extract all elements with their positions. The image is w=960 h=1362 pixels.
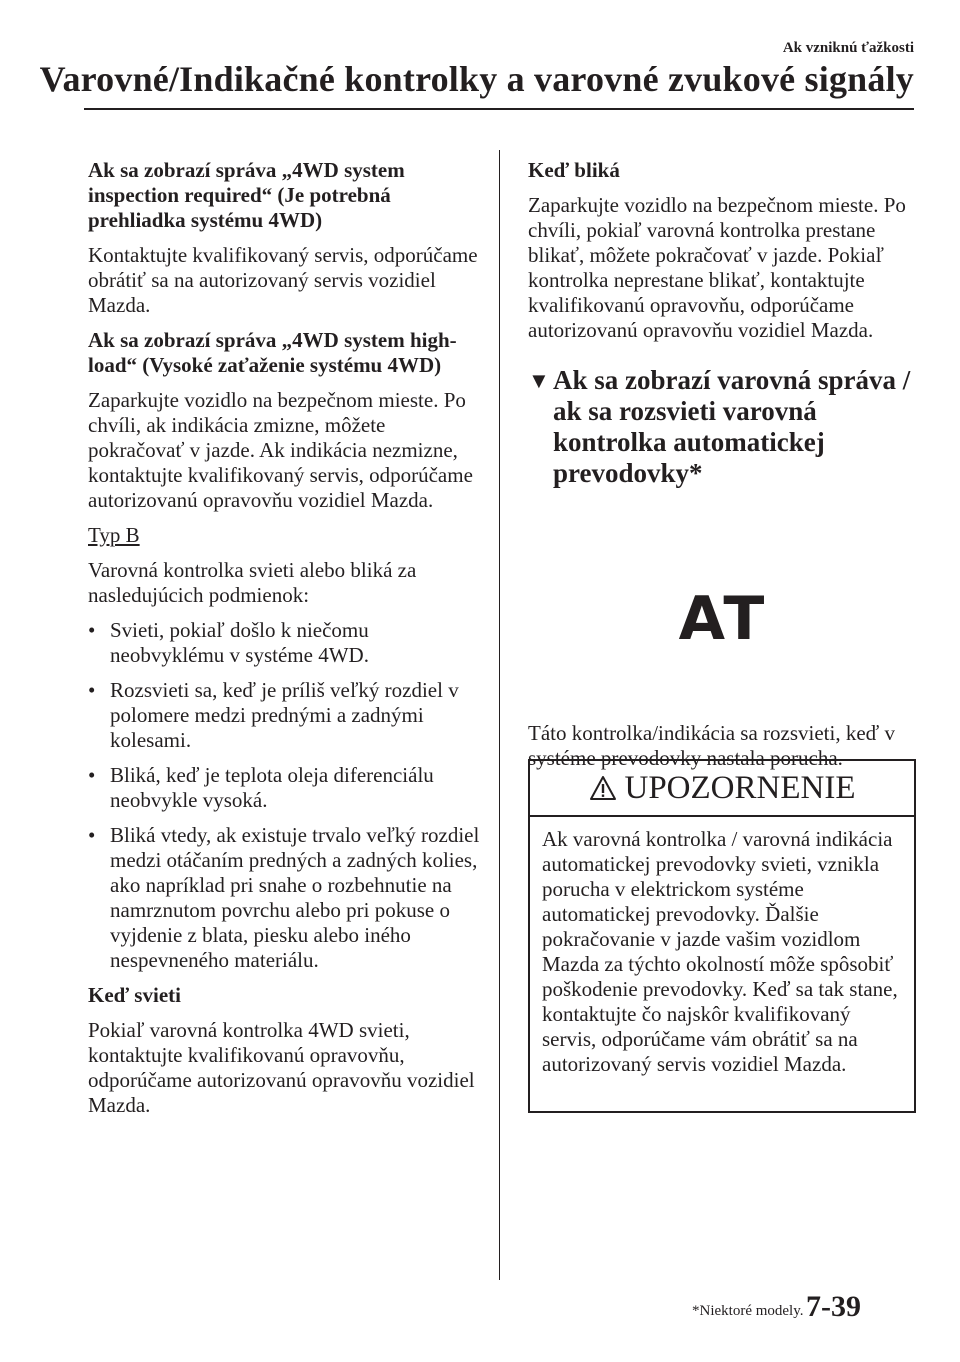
- heading-type-b: Typ B: [88, 523, 140, 547]
- list-item-text: Bliká vtedy, ak existuje trvalo veľký rozdiel medzi otáčaním predných a zadných kolies, ako napríklad pri snahe o rozbehnutie na namrznutom povrchu alebo pri pokuse o vyjdenie z blata, piesku alebo iného nespevneného materiálu.: [110, 823, 480, 972]
- at-warning-icon: AT: [678, 584, 768, 654]
- caution-box: [528, 759, 916, 1113]
- paragraph-at: Táto kontrolka/indikácia sa rozsvieti, keď v systéme prevodovky nastala porucha.: [528, 721, 895, 770]
- page-title: Varovné/Indikačné kontrolky a varovné zvukové signály: [39, 59, 914, 99]
- caution-title: UPOZORNENIE: [624, 769, 856, 806]
- caution-text: Ak varovná kontrolka / varovná indikácia automatickej prevodovky svieti, vznikla porucha v elektrickom systéme automatickej prevodovky. Ďalšie pokračovanie v jazde vašim vozidlom Mazda za týchto okolností môže spôsobiť poškodenie prevodovky. Keď sa tak stane, kontaktujte čo najskôr kvalifikovaný servis, odporúčame vám obrátiť sa na autorizovaný servis vozidiel Mazda.: [542, 827, 898, 1076]
- section-heading-text: Ak sa zobrazí varovná správa / ak sa rozsvieti varovná kontrolka automatickej prevodovky*: [553, 365, 911, 488]
- paragraph-when-lit: Pokiaľ varovná kontrolka 4WD svieti, kontaktujte kvalifikovanú opravovňu, odporúčame autorizovanú opravovňu vozidiel Mazda.: [88, 1018, 475, 1117]
- triangle-down-icon: ▼: [528, 368, 550, 393]
- paragraph-high-load: Zaparkujte vozidlo na bezpečnom mieste. Po chvíli, ak indikácia zmizne, môžete pokračovať v jazde. Ak indikácia nezmizne, kontaktujte kvalifikovaný servis, odporúčame autorizovanú opravovňu vozidiel Mazda.: [88, 388, 473, 512]
- left-column: [88, 158, 480, 1128]
- list-item-text: Rozsvieti sa, keď je príliš veľký rozdiel v polomere medzi prednými a zadnými kolesami.: [110, 678, 459, 752]
- caution-header: [530, 761, 914, 817]
- section-name: Ak vzniknú ťažkosti: [782, 40, 914, 56]
- bullet-icon: •: [88, 823, 96, 847]
- list-item-text: Svieti, pokiaľ došlo k niečomu neobvyklému v systéme 4WD.: [110, 618, 369, 667]
- column-divider: [499, 150, 500, 1280]
- heading-4wd-inspection: Ak sa zobrazí správa „4WD system inspection required“ (Je potrebná prehliadka systému 4WD): [88, 158, 405, 232]
- paragraph-conditions: Varovná kontrolka svieti alebo bliká za nasledujúcich podmienok:: [88, 558, 417, 607]
- page-number: 7-39: [806, 1290, 861, 1323]
- header-rule: [84, 108, 914, 110]
- paragraph-inspection: Kontaktujte kvalifikovaný servis, odporúčame obrátiť sa na autorizovaný servis vozidiel Mazda.: [88, 243, 478, 317]
- warning-triangle-icon: [589, 775, 617, 801]
- condition-list: [88, 618, 480, 973]
- heading-when-lit: Keď svieti: [88, 983, 181, 1007]
- bullet-icon: •: [88, 678, 96, 702]
- list-item: [88, 678, 480, 753]
- section-heading-at: [528, 365, 918, 489]
- bullet-icon: •: [88, 618, 96, 642]
- right-column: [528, 158, 918, 781]
- list-item: [88, 618, 480, 668]
- footnote: *Niektoré modely.: [692, 1303, 804, 1319]
- paragraph-when-flashing: Zaparkujte vozidlo na bezpečnom mieste. Po chvíli, pokiaľ varovná kontrolka prestane blikať, môžete pokračovať v jazde. Pokiaľ kontrolka neprestane blikať, kontaktujte kvalifikovanú opravovňu, odporúčame autorizovanú opravovňu vozidiel Mazda.: [528, 193, 906, 342]
- list-item: [88, 763, 480, 813]
- heading-when-flashing: Keď bliká: [528, 158, 620, 182]
- heading-4wd-high-load: Ak sa zobrazí správa „4WD system high-load“ (Vysoké zaťaženie systému 4WD): [88, 328, 457, 377]
- bullet-icon: •: [88, 763, 96, 787]
- list-item: [88, 823, 480, 973]
- list-item-text: Bliká, keď je teplota oleja diferenciálu neobvykle vysoká.: [110, 763, 434, 812]
